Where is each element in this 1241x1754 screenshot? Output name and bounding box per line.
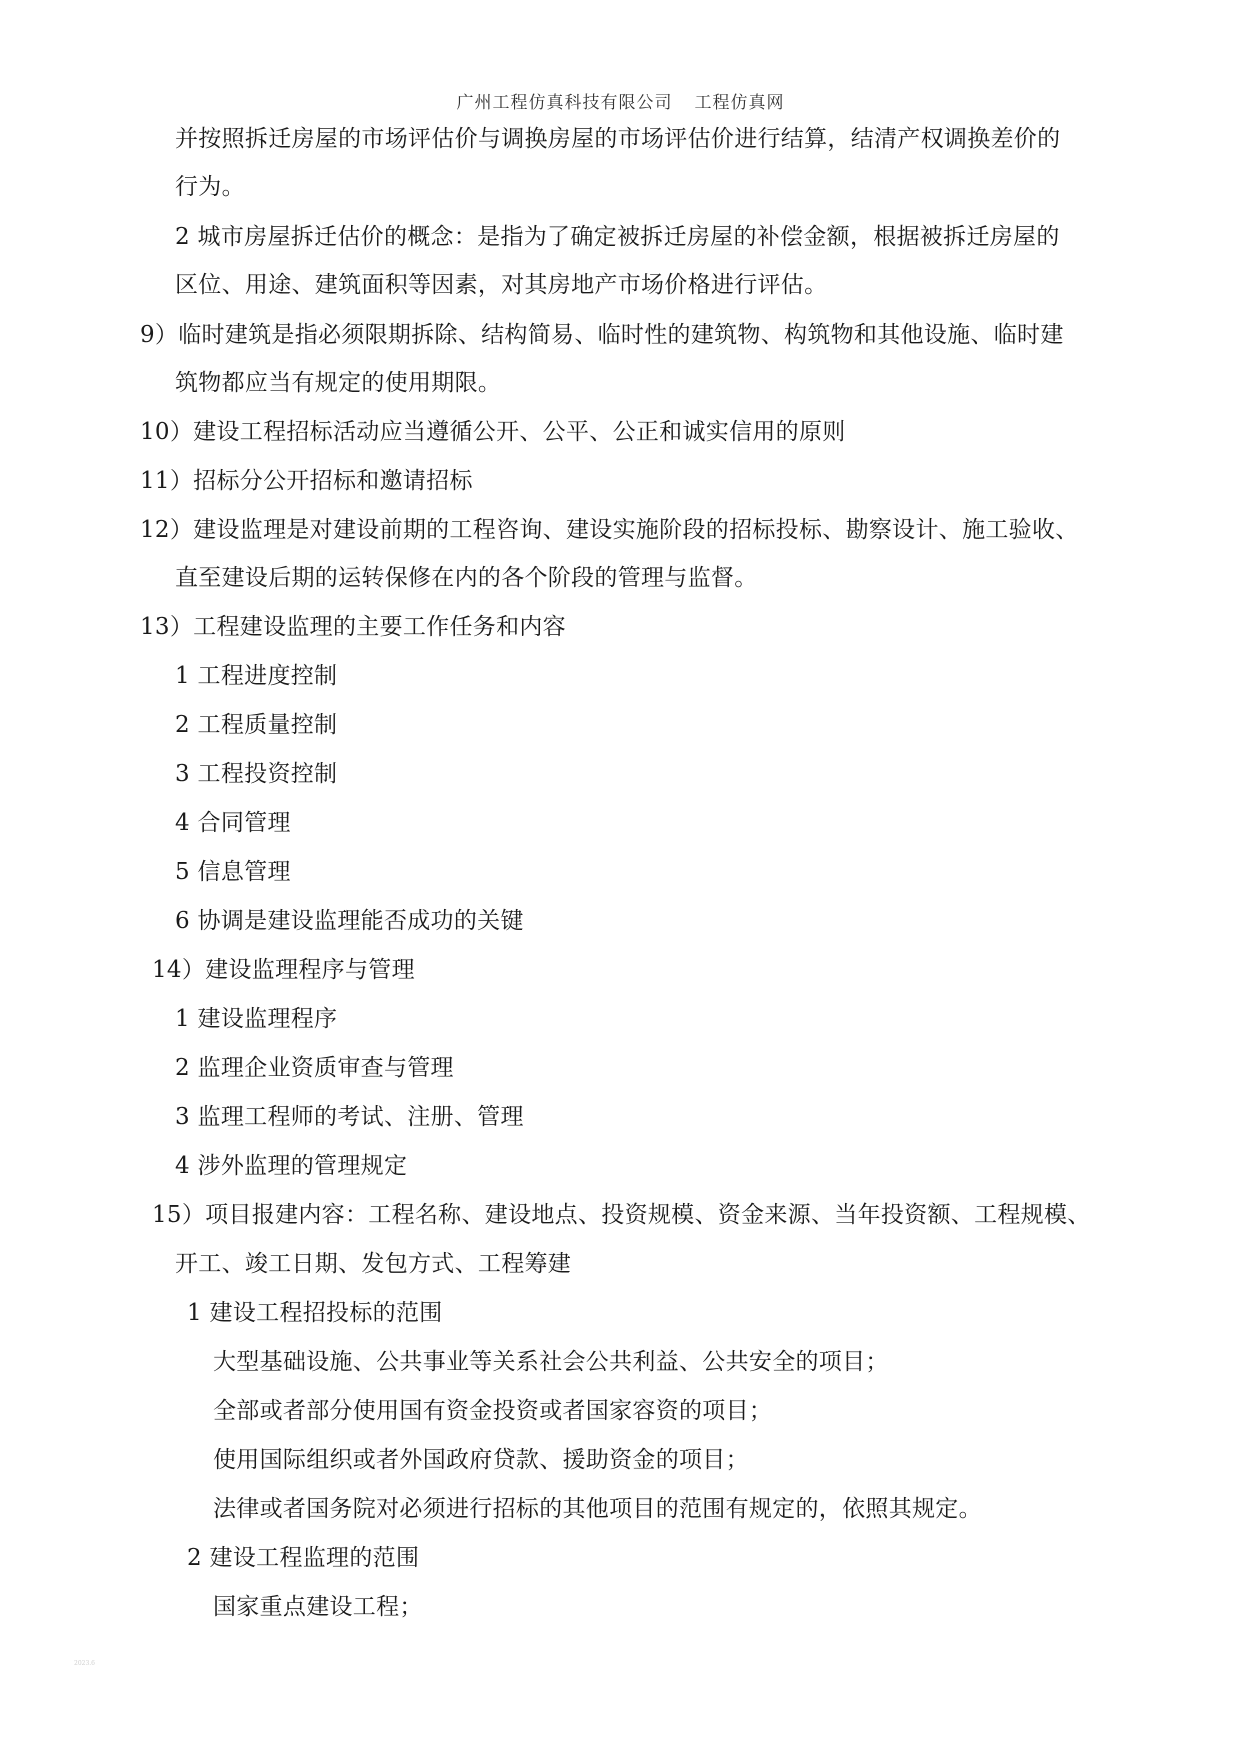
text-line: 4 涉外监理的管理规定: [175, 1153, 408, 1179]
text-line: 4 合同管理: [175, 810, 291, 836]
text-line: 并按照拆迁房屋的市场评估价与调换房屋的市场评估价进行结算，结清产权调换差价的: [175, 126, 1061, 152]
text-line: 直至建设后期的运转保修在内的各个阶段的管理与监督。: [175, 565, 758, 591]
text-line: 开工、竣工日期、发包方式、工程筹建: [175, 1251, 572, 1277]
text-line: 9）临时建筑是指必须限期拆除、结构简易、临时性的建筑物、构筑物和其他设施、临时建: [140, 322, 1064, 348]
text-line: 区位、用途、建筑面积等因素，对其房地产市场价格进行评估。: [175, 272, 828, 298]
text-line: 10）建设工程招标活动应当遵循公开、公平、公正和诚实信用的原则: [140, 419, 846, 445]
text-line: 行为。: [175, 174, 245, 200]
page-header: [0, 88, 1241, 113]
text-line: 12）建设监理是对建设前期的工程咨询、建设实施阶段的招标投标、勘察设计、施工验收、: [140, 517, 1079, 543]
text-line: 法律或者国务院对必须进行招标的其他项目的范围有规定的，依照其规定。: [213, 1496, 982, 1522]
text-line: 5 信息管理: [175, 859, 291, 885]
header-site: 工程仿真网: [694, 93, 785, 113]
text-line: 国家重点建设工程；: [213, 1594, 423, 1620]
text-line: 使用国际组织或者外国政府贷款、援助资金的项目；: [213, 1447, 749, 1473]
text-line: 2 工程质量控制: [175, 712, 338, 738]
text-line: 14）建设监理程序与管理: [152, 957, 415, 983]
text-line: 15）项目报建内容：工程名称、建设地点、投资规模、资金来源、当年投资额、工程规模、: [152, 1202, 1091, 1228]
text-line: 1 建设工程招投标的范围: [187, 1300, 443, 1326]
text-line: 2 城市房屋拆迁估价的概念：是指为了确定被拆迁房屋的补偿金额，根据被拆迁房屋的: [175, 224, 1060, 250]
text-line: 1 工程进度控制: [175, 663, 338, 689]
text-line: 2 建设工程监理的范围: [187, 1545, 420, 1571]
text-line: 13）工程建设监理的主要工作任务和内容: [140, 614, 566, 640]
text-line: 全部或者部分使用国有资金投资或者国家容资的项目；: [213, 1398, 773, 1424]
text-line: 3 工程投资控制: [175, 761, 338, 787]
text-line: 3 监理工程师的考试、注册、管理: [175, 1104, 524, 1130]
header-company: 广州工程仿真科技有限公司: [456, 93, 673, 113]
text-line: 1 建设监理程序: [175, 1006, 338, 1032]
text-line: 大型基础设施、公共事业等关系社会公共利益、公共安全的项目；: [213, 1349, 889, 1375]
footer-mark: 2023.6: [74, 1660, 95, 1667]
text-line: 2 监理企业资质审查与管理: [175, 1055, 454, 1081]
text-line: 11）招标分公开招标和邀请招标: [140, 468, 473, 494]
text-line: 6 协调是建设监理能否成功的关键: [175, 908, 524, 934]
text-line: 筑物都应当有规定的使用期限。: [175, 370, 502, 396]
